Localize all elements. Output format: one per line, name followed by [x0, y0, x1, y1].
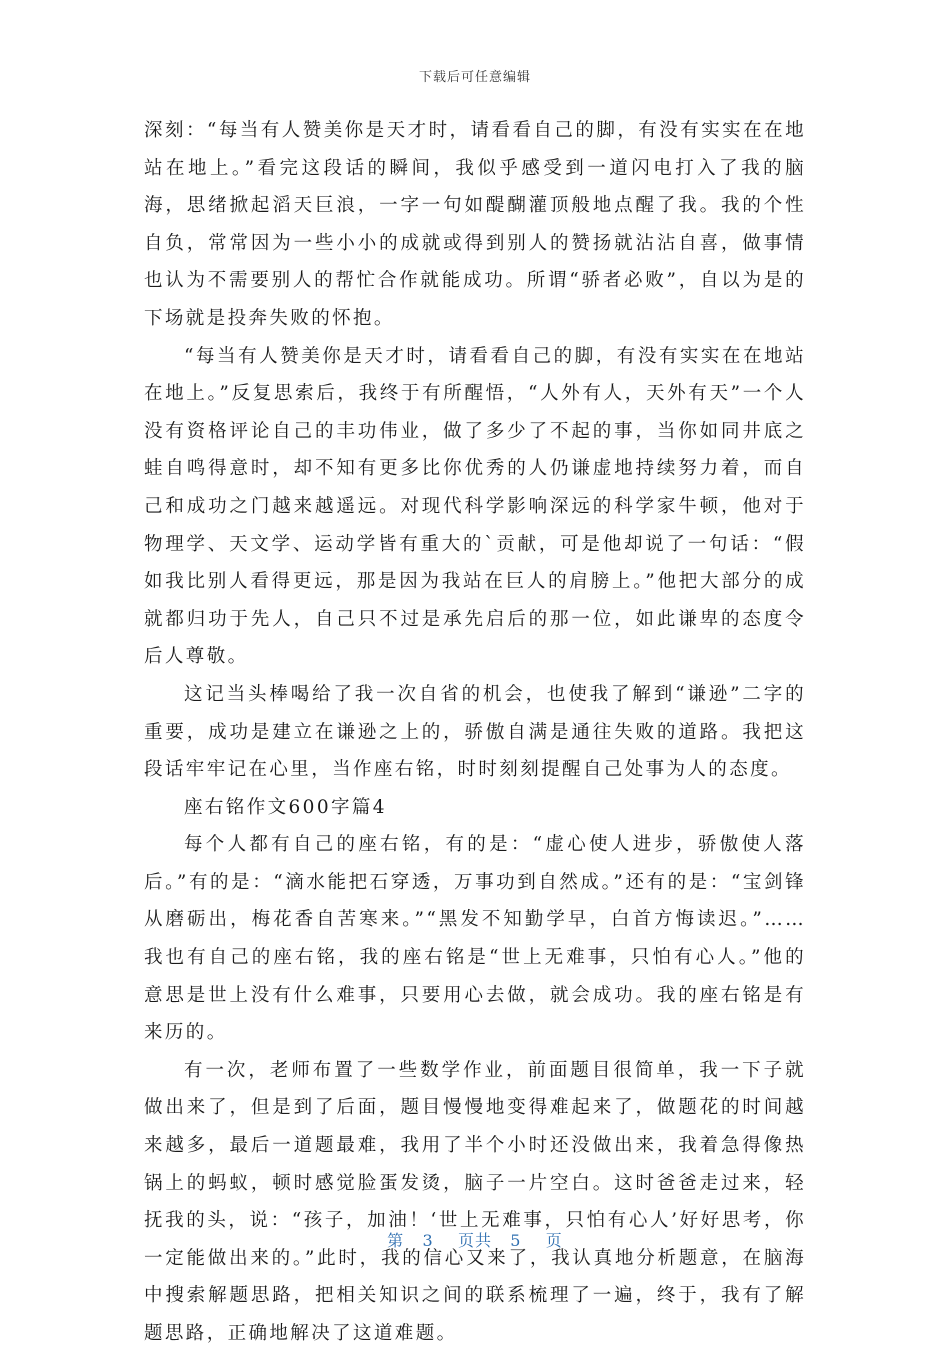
- paragraph-3: 这记当头棒喝给了我一次自省的机会，也使我了解到“谦逊”二字的重要，成功是建立在谦逊之上的，骄傲自满是通往失败的道路。我把这段话牢牢记在心里，当作座右铭，时时刻刻提醒自己处事为人的态度。: [144, 683, 806, 781]
- document-body: [144, 112, 806, 1353]
- footer-middle: 页共: [457, 1231, 492, 1250]
- footer-prefix: 第: [387, 1231, 405, 1250]
- paragraph-4: 每个人都有自己的座右铭，有的是：“虚心使人进步，骄傲使人落后。”有的是：“滴水能把石穿透，万事功到自然成。”还有的是：“宝剑锋从磨砺出，梅花香自苦寒来。”“黑发不知勤学早，白首方悔读迟。”……我也有自己的座右铭，我的座右铭是“世上无难事，只怕有心人。”他的意思是世上没有什么难事，只要用心去做，就会成功。我的座右铭是有来历的。: [144, 834, 806, 1044]
- section-heading: 座右铭作文600字篇4: [184, 796, 387, 818]
- page-footer: [0, 1228, 950, 1251]
- footer-current-page: 3: [422, 1231, 434, 1250]
- paragraph-5: 有一次，老师布置了一些数学作业，前面题目很简单，我一下子就做出来了，但是到了后面，题目慢慢地变得难起来了，做题花的时间越来越多，最后一道题最难，我用了半个小时还没做出来，我着急得像热锅上的蚂蚁，顿时感觉脸蛋发烫，脑子一片空白。这时爸爸走过来，轻抚我的头，说：“孩子，加油！‘世上无难事，只怕有心人’好好思考，你一定能做出来的。”此时，我的信心又来了，我认真地分析题意，在脑海中搜索解题思路，把相关知识之间的联系梳理了一遍，终于，我有了解题思路，正确地解决了这道难题。: [144, 1059, 806, 1344]
- footer-suffix: 页: [545, 1231, 563, 1250]
- paragraph-1: 深刻：“每当有人赞美你是天才时，请看看自己的脚，有没有实实在在地站在地上。”看完这段话的瞬间，我似乎感受到一道闪电打入了我的脑海，思绪掀起滔天巨浪，一字一句如醍醐灌顶般地点醒了我。我的个性自负，常常因为一些小小的成就或得到别人的赞扬就沾沾自喜，做事情也认为不需要别人的帮忙合作就能成功。所谓“骄者必败”，自以为是的下场就是投奔失败的怀抱。: [144, 120, 806, 329]
- paragraph-2: “每当有人赞美你是天才时，请看看自己的脚，有没有实实在在地站在地上。”反复思索后，我终于有所醒悟，“人外有人，天外有天”一个人没有资格评论自己的丰功伟业，做了多少了不起的事，当你如同井底之蛙自鸣得意时，却不知有更多比你优秀的人仍谦虚地持续努力着，而自己和成功之门越来越遥远。对现代科学影响深远的科学家牛顿，他对于物理学、天文学、运动学皆有重大的`贡献，可是他却说了一句话：“假如我比别人看得更远，那是因为我站在巨人的肩膀上。”他把大部分的成就都归功于先人，自己只不过是承先启后的那一位，如此谦卑的态度令后人尊敬。: [144, 345, 806, 668]
- page-header: 下载后可任意编辑: [418, 70, 531, 85]
- footer-total-pages: 5: [510, 1231, 522, 1250]
